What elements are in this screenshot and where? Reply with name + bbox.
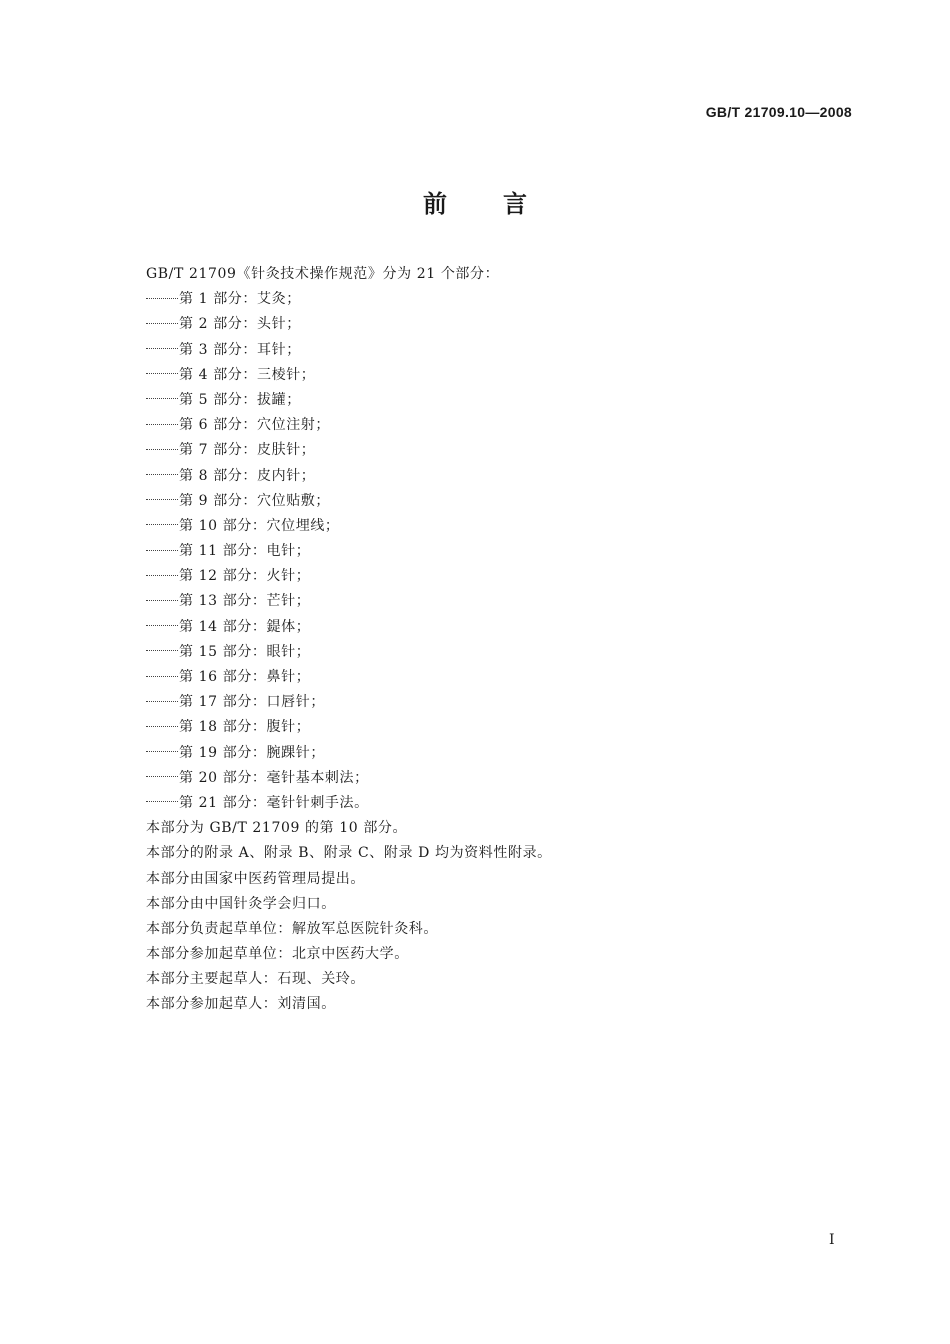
list-item — [146, 665, 846, 690]
dash-leader — [146, 524, 178, 525]
dash-leader — [146, 398, 178, 399]
part-text: 第 7 部分：皮肤针； — [179, 442, 316, 459]
dash-leader — [146, 348, 178, 349]
part-text: 第 10 部分：穴位埋线； — [179, 517, 340, 534]
part-text: 第 15 部分：眼针； — [179, 643, 311, 660]
statement-line: 本部分负责起草单位：解放军总医院针灸科。 — [146, 920, 438, 937]
part-text: 第 4 部分：三棱针； — [179, 366, 316, 383]
list-item — [146, 489, 846, 514]
list-item — [146, 363, 846, 388]
part-text: 第 21 部分：毫针针刺手法。 — [179, 794, 369, 811]
statement-line: 本部分参加起草人：刘清国。 — [146, 996, 336, 1013]
dash-leader — [146, 676, 178, 677]
part-text: 第 3 部分：耳针； — [179, 341, 301, 358]
dash-leader — [146, 373, 178, 374]
part-text: 第 16 部分：鼻针； — [179, 669, 311, 685]
dash-leader — [146, 726, 178, 727]
dash-leader — [146, 550, 178, 551]
list-item — [146, 791, 846, 816]
list-item — [146, 640, 846, 665]
part-text: 第 14 部分：鍉体； — [179, 618, 311, 635]
dash-leader — [146, 575, 178, 576]
list-item — [146, 564, 846, 589]
dash-leader — [146, 701, 178, 702]
statement-line: 本部分参加起草单位：北京中医药大学。 — [146, 946, 409, 963]
part-text: 第 8 部分：皮内针； — [179, 467, 316, 484]
list-item — [146, 388, 846, 413]
dash-leader — [146, 323, 178, 324]
statement-line: 本部分由国家中医药管理局提出。 — [146, 870, 365, 887]
list-item — [146, 413, 846, 438]
dash-leader — [146, 801, 178, 802]
dash-leader — [146, 600, 178, 601]
page-title — [0, 184, 950, 219]
intro-line: GB/T 21709《针灸技术操作规范》分为 21 个部分： — [146, 266, 500, 282]
title-char-1: 前 — [423, 190, 447, 218]
list-item — [146, 615, 846, 640]
preface-body — [146, 262, 846, 1018]
statement-line: 本部分为 GB/T 21709 的第 10 部分。 — [146, 820, 408, 837]
list-item — [146, 589, 846, 614]
list-item — [146, 464, 846, 489]
dash-leader — [146, 650, 178, 651]
list-item — [146, 690, 846, 715]
list-item — [146, 766, 846, 791]
list-item — [146, 312, 846, 337]
list-item — [146, 514, 846, 539]
list-item — [146, 338, 846, 363]
statement-line: 本部分主要起草人：石现、关玲。 — [146, 971, 365, 988]
part-text: 第 11 部分：电针； — [179, 543, 311, 560]
dash-leader — [146, 449, 178, 450]
dash-leader — [146, 298, 178, 299]
statement-line: 本部分由中国针灸学会归口。 — [146, 895, 336, 912]
part-text: 第 19 部分：腕踝针； — [179, 744, 325, 761]
part-text: 第 1 部分：艾灸； — [179, 291, 301, 308]
dash-leader — [146, 474, 178, 475]
dash-leader — [146, 625, 178, 626]
list-item — [146, 539, 846, 564]
part-text: 第 6 部分：穴位注射； — [179, 417, 331, 434]
statement-line: 本部分的附录 A、附录 B、附录 C、附录 D 均为资料性附录。 — [146, 845, 552, 862]
part-text: 第 17 部分：口唇针； — [179, 694, 325, 711]
title-char-2: 言 — [503, 190, 527, 218]
dash-leader — [146, 424, 178, 425]
part-text: 第 12 部分：火针； — [179, 568, 311, 585]
part-text: 第 20 部分：毫针基本刺法； — [179, 769, 369, 786]
list-item — [146, 715, 846, 740]
dash-leader — [146, 776, 178, 777]
list-item — [146, 438, 846, 463]
dash-leader — [146, 751, 178, 752]
list-item — [146, 287, 846, 312]
part-text: 第 13 部分：芒针； — [179, 593, 311, 610]
part-text: 第 2 部分：头针； — [179, 316, 301, 333]
dash-leader — [146, 499, 178, 500]
part-text: 第 5 部分：拔罐； — [179, 391, 301, 408]
standard-code: GB/T 21709.10—2008 — [705, 104, 852, 120]
page-number: I — [829, 1232, 835, 1248]
part-text: 第 9 部分：穴位贴敷； — [179, 492, 331, 509]
part-text: 第 18 部分：腹针； — [179, 719, 311, 736]
list-item — [146, 741, 846, 766]
